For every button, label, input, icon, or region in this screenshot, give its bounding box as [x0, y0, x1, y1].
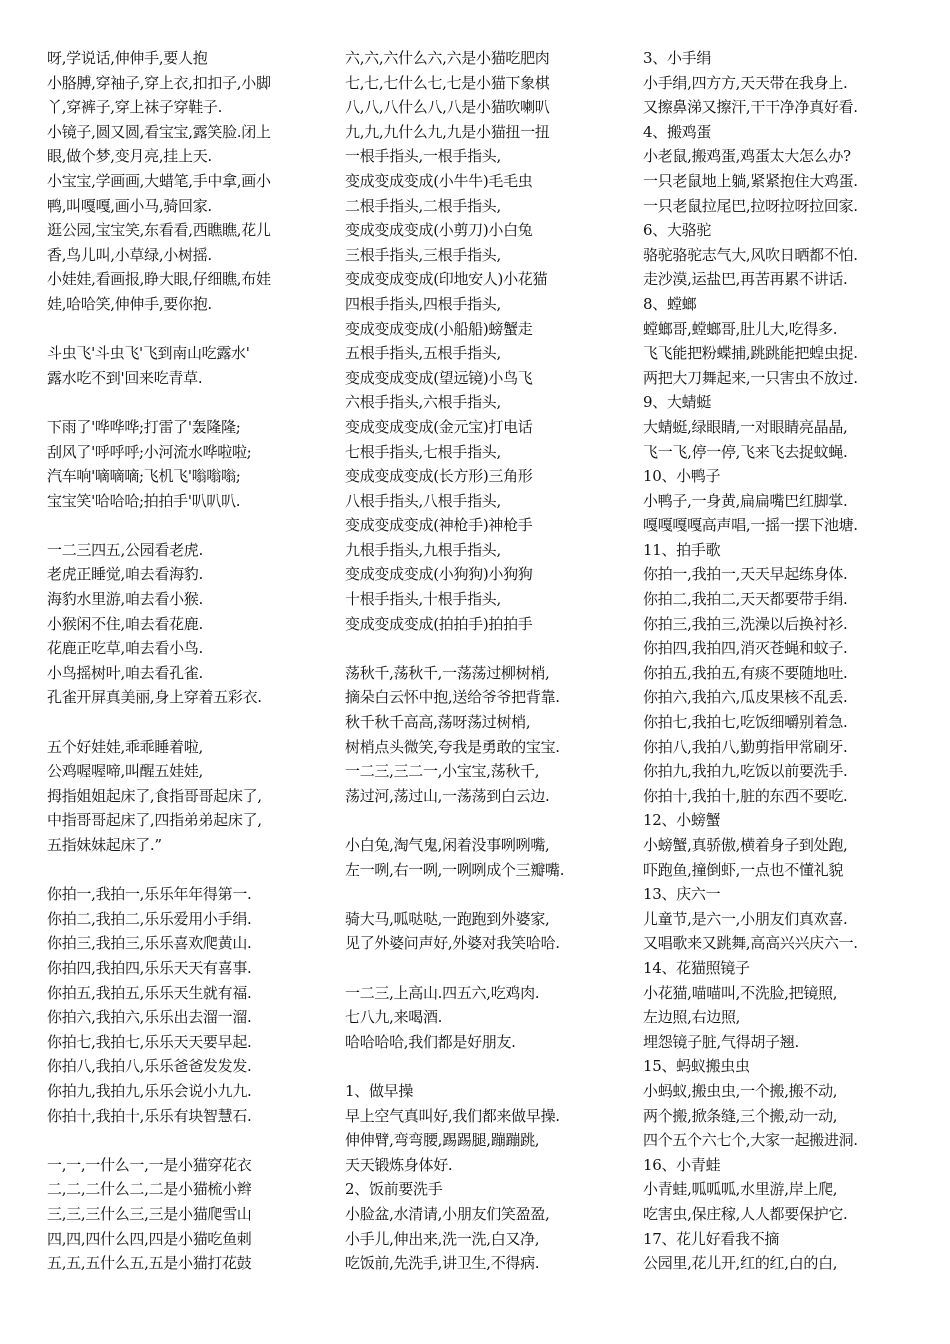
- text-line: 五指妹妹起床了.”: [47, 836, 162, 854]
- text-line: 一二三,三二一,小宝宝,荡秋千,: [345, 762, 540, 781]
- text-line: 6、大骆驼: [643, 221, 712, 240]
- text-line: 四根手指头,四根手指头,: [345, 294, 501, 313]
- text-line: 11、拍手歌: [643, 540, 721, 559]
- text-line: 左边照,右边照,: [643, 1008, 741, 1027]
- text-line: 又唱歌来又跳舞,高高兴兴庆六一.: [643, 934, 858, 953]
- text-line: 小白兔,淘气鬼,闲着没事咧咧嘴,: [345, 836, 550, 854]
- text-line: 变成变成变成(长方形)三角形: [345, 467, 533, 486]
- text-line: 七,七,七什么七,七是小猫下象棋: [345, 73, 550, 92]
- blank-line: [345, 636, 630, 661]
- text-line: 变成变成变成(金元宝)打电话: [345, 417, 533, 436]
- text-line: 3、小手绢: [643, 49, 712, 67]
- text-line: 4、搬鸡蛋: [643, 122, 712, 141]
- text-line: 斗虫飞'斗虫飞'飞到南山吃露水': [47, 344, 250, 363]
- text-line: 小手绢,四方方,天天带在我身上.: [643, 73, 848, 92]
- text-line: 公园里,花儿开,红的红,白的白,: [643, 1254, 838, 1273]
- text-line: 七八九,来喝酒.: [345, 1008, 443, 1027]
- text-line: 小老鼠,搬鸡蛋,鸡蛋太大怎么办?: [643, 147, 851, 166]
- text-line: 变成变成变成(印地安人)小花猫: [345, 270, 548, 289]
- text-line: 荡过河,荡过山,一荡荡到白云边.: [345, 786, 550, 805]
- text-line: 海豹水里游,咱去看小猴.: [47, 590, 203, 609]
- text-line: 三,三,三什么三,三是小猫爬雪山: [47, 1204, 252, 1223]
- text-line: 见了外婆问声好,外婆对我笑哈哈.: [345, 934, 560, 953]
- text-line: 变成变成变成(小牛牛)毛毛虫: [345, 171, 533, 190]
- blank-line: [47, 317, 327, 342]
- text-line: 两把大刀舞起来,一只害虫不放过.: [643, 368, 858, 387]
- text-line: 15、蚂蚁搬虫虫: [643, 1057, 750, 1076]
- text-line: 你拍一,我拍一,天天早起练身体.: [643, 565, 848, 584]
- text-line: 儿童节,是六一,小朋友们真欢喜.: [643, 909, 848, 928]
- text-line: 变成变成变成(神枪手)神枪手: [345, 516, 533, 535]
- text-line: 天天锻炼身体好.: [345, 1155, 453, 1174]
- text-line: 大蜻蜓,绿眼睛,一对眼睛亮晶晶,: [643, 417, 848, 436]
- text-line: 香,鸟儿叫,小草绿,小树摇.: [47, 245, 212, 264]
- blank-line: [47, 858, 327, 883]
- text-line: 你拍八,我拍八,勤剪指甲常刷牙.: [643, 737, 848, 756]
- text-line: 吃害虫,保庄稼,人人都要保护它.: [643, 1204, 848, 1223]
- column-middle: [345, 46, 630, 1276]
- text-line: 左一咧,右一咧,一咧咧成个三瓣嘴.: [345, 860, 565, 879]
- text-line: 公鸡喔喔啼,叫醒五娃娃,: [47, 762, 203, 781]
- text-line: 中指哥哥起床了,四指弟弟起床了,: [47, 811, 262, 830]
- text-line: 七根手指头,七根手指头,: [345, 442, 501, 461]
- text-line: 五个好娃娃,乖乖睡着啦,: [47, 737, 203, 756]
- text-line: 两个搬,掀条缝,三个搬,动一动,: [643, 1106, 838, 1125]
- text-line: 一根手指头,一根手指头,: [345, 147, 501, 166]
- text-line: 逛公园,宝宝笑,东看看,西瞧瞧,花儿: [47, 221, 271, 240]
- text-line: 五根手指头,五根手指头,: [345, 344, 501, 363]
- text-line: 丫,穿裤子,穿上袜子穿鞋子.: [47, 98, 223, 117]
- text-line: 二根手指头,二根手指头,: [345, 196, 501, 215]
- text-line: 螳螂哥,螳螂哥,肚儿大,吃得多.: [643, 319, 838, 338]
- text-line: 小螃蟹,真骄傲,横着身子到处跑,: [643, 836, 848, 854]
- text-line: 二,二,二什么二,二是小猫梳小辫: [47, 1180, 252, 1199]
- text-line: 你拍三,我拍三,洗澡以后换衬衫.: [643, 614, 848, 633]
- text-line: 16、小青蛙: [643, 1155, 721, 1174]
- text-line: 一二三,上高山.四五六,吃鸡肉.: [345, 983, 540, 1002]
- text-line: 刮风了'呼呼呼;小河流水哗啦啦;: [47, 442, 252, 461]
- text-line: 九,九,九什么九,九是小猫扭一扭: [345, 122, 550, 141]
- text-line: 走沙漠,运盐巴,再苦再累不讲话.: [643, 270, 848, 289]
- column-right: [643, 46, 943, 1276]
- text-line: 骑大马,呱哒哒,一跑跑到外婆家,: [345, 909, 550, 928]
- blank-line: [47, 710, 327, 735]
- text-line: 变成变成变成(小船船)螃蟹走: [345, 319, 533, 338]
- text-line: 你拍四,我拍四,乐乐天天有喜事.: [47, 958, 252, 977]
- text-line: 小花猫,喵喵叫,不洗脸,把镜照,: [643, 983, 838, 1002]
- text-line: 9、大蜻蜓: [643, 393, 712, 412]
- text-line: 飞一飞,停一停,飞来飞去捉蚊蝇.: [643, 442, 848, 461]
- text-line: 六,六,六什么六,六是小猫吃肥肉: [345, 49, 550, 67]
- text-line: 小胳膊,穿袖子,穿上衣,扣扣子,小脚: [47, 73, 271, 92]
- text-line: 又擦鼻涕又擦汗,干干净净真好看.: [643, 98, 858, 117]
- text-line: 拇指姐姐起床了,食指哥哥起床了,: [47, 786, 262, 805]
- text-line: 吃饭前,先洗手,讲卫生,不得病.: [345, 1254, 540, 1273]
- blank-line: [47, 390, 327, 415]
- text-line: 树梢点头微笑,夸我是勇敢的宝宝.: [345, 737, 560, 756]
- text-line: 十根手指头,十根手指头,: [345, 590, 501, 609]
- text-line: 小手儿,伸出来,洗一洗,白又净,: [345, 1229, 540, 1248]
- text-line: 你拍四,我拍四,消灭苍蝇和蚊子.: [643, 639, 848, 658]
- text-line: 眼,做个梦,变月亮,挂上天.: [47, 147, 212, 166]
- text-line: 早上空气真叫好,我们都来做早操.: [345, 1106, 560, 1125]
- text-line: 10、小鸭子: [643, 467, 721, 486]
- blank-line: [345, 808, 630, 833]
- text-line: 一只老鼠地上躺,紧紧抱住大鸡蛋.: [643, 171, 858, 190]
- text-line: 一二三四五,公园看老虎.: [47, 540, 203, 559]
- text-line: 九根手指头,九根手指头,: [345, 540, 501, 559]
- blank-line: [47, 513, 327, 538]
- text-line: 13、庆六一: [643, 885, 721, 904]
- text-line: 呀,学说话,伸伸手,要人抱: [47, 49, 208, 67]
- text-line: 老虎正睡觉,咱去看海豹.: [47, 565, 203, 584]
- text-line: 你拍七,我拍七,乐乐天天要早起.: [47, 1032, 252, 1051]
- text-line: 汽车响'嘀嘀嘀;飞机飞'嗡嗡嗡;: [47, 467, 241, 486]
- text-line: 你拍七,我拍七,吃饭细嚼别着急.: [643, 713, 848, 732]
- text-line: 变成变成变成(拍拍手)拍拍手: [345, 614, 533, 633]
- text-line: 你拍十,我拍十,乐乐有块智慧石.: [47, 1106, 252, 1125]
- text-line: 八根手指头,八根手指头,: [345, 491, 501, 510]
- text-line: 六根手指头,六根手指头,: [345, 393, 501, 412]
- text-line: 你拍八,我拍八,乐乐爸爸发发发.: [47, 1057, 252, 1076]
- text-line: 14、花猫照镜子: [643, 958, 750, 977]
- text-line: 孔雀开屏真美丽,身上穿着五彩衣.: [47, 688, 262, 707]
- text-line: 五,五,五什么五,五是小猫打花鼓: [47, 1254, 252, 1273]
- text-line: 你拍二,我拍二,乐乐爱用小手绢.: [47, 909, 252, 928]
- text-line: 8、螳螂: [643, 294, 697, 313]
- column-left: [47, 46, 327, 1276]
- text-line: 飞飞能把粉蝶捕,跳跳能把蝗虫捉.: [643, 344, 858, 363]
- text-line: 骆驼骆驼志气大,风吹日晒都不怕.: [643, 245, 858, 264]
- text-line: 宝宝笑'哈哈哈;拍拍手'叭叭叭.: [47, 491, 241, 510]
- text-line: 小镜子,圆又圆,看宝宝,露笑脸.闭上: [47, 122, 271, 141]
- text-line: 埋怨镜子脏,气得胡子翘.: [643, 1032, 799, 1051]
- text-line: 变成变成变成(小狗狗)小狗狗: [345, 565, 533, 584]
- text-line: 你拍二,我拍二,天天都要带手绢.: [643, 590, 848, 609]
- text-line: 秋千秋千高高,荡呀荡过树梢,: [345, 713, 531, 732]
- text-line: 摘朵白云怀中抱,送给爷爷把背靠.: [345, 688, 560, 707]
- text-line: 你拍一,我拍一,乐乐年年得第一.: [47, 885, 252, 904]
- text-line: 小鸭子,一身黄,扁扁嘴巴红脚掌.: [643, 491, 848, 510]
- text-line: 嘎嘎嘎嘎高声唱,一摇一摆下池塘.: [643, 516, 858, 535]
- blank-line: [345, 882, 630, 907]
- text-line: 三根手指头,三根手指头,: [345, 245, 501, 264]
- text-line: 小蚂蚁,搬虫虫,一个搬,搬不动,: [643, 1081, 838, 1100]
- text-line: 你拍九,我拍九,吃饭以前要洗手.: [643, 762, 848, 781]
- text-line: 你拍十,我拍十,脏的东西不要吃.: [643, 786, 848, 805]
- text-line: 你拍九,我拍九,乐乐会说小九九.: [47, 1081, 252, 1100]
- text-line: 一,一,一什么一,一是小猫穿花衣: [47, 1155, 252, 1174]
- text-line: 花鹿正吃草,咱去看小鸟.: [47, 639, 203, 658]
- text-line: 小青蛙,呱呱呱,水里游,岸上爬,: [643, 1180, 838, 1199]
- text-line: 四个五个六七个,大家一起搬进洞.: [643, 1131, 858, 1150]
- text-line: 露水吃不到'回来吃青草.: [47, 368, 203, 387]
- text-line: 12、小螃蟹: [643, 811, 721, 830]
- text-line: 你拍五,我拍五,乐乐天生就有福.: [47, 983, 252, 1002]
- text-line: 变成变成变成(望远镜)小鸟飞: [345, 368, 533, 387]
- text-line: 一只老鼠拉尾巴,拉呀拉呀拉回家.: [643, 196, 858, 215]
- text-line: 小脸盆,水清请,小朋友们笑盈盈,: [345, 1204, 550, 1223]
- text-line: 小猴闲不住,咱去看花鹿.: [47, 614, 203, 633]
- text-line: 鸭,叫嘎嘎,画小马,骑回家.: [47, 196, 212, 215]
- text-line: 小宝宝,学画画,大蜡笔,手中拿,画小: [47, 171, 271, 190]
- text-line: 17、花儿好看我不摘: [643, 1229, 780, 1248]
- text-line: 娃,哈哈笑,伸伸手,要你抱.: [47, 294, 212, 313]
- text-line: 你拍五,我拍五,有痰不要随地吐.: [643, 663, 848, 682]
- text-line: 1、做早操: [345, 1081, 414, 1100]
- text-line: 你拍六,我拍六,乐乐出去溜一溜.: [47, 1008, 252, 1027]
- text-line: 八,八,八什么八,八是小猫吹喇叭: [345, 98, 550, 117]
- text-line: 伸伸臂,弯弯腰,踢踢腿,蹦蹦跳,: [345, 1131, 540, 1150]
- text-line: 下雨了'哗哗哗;打雷了'轰隆隆;: [47, 417, 241, 436]
- text-line: 吓跑鱼,撞倒虾,一点也不懂礼貌: [643, 860, 844, 879]
- text-line: 哈哈哈哈,我们都是好朋友.: [345, 1032, 516, 1051]
- text-line: 荡秋千,荡秋千,一荡荡过柳树梢,: [345, 663, 550, 682]
- blank-line: [47, 1128, 327, 1153]
- text-line: 变成变成变成(小剪刀)小白兔: [345, 221, 533, 240]
- blank-line: [345, 1054, 630, 1079]
- text-line: 小娃娃,看画报,睁大眼,仔细瞧,布娃: [47, 270, 271, 289]
- text-line: 小鸟摇树叶,咱去看孔雀.: [47, 663, 203, 682]
- text-line: 四,四,四什么四,四是小猫吃鱼刺: [47, 1229, 252, 1248]
- text-line: 你拍三,我拍三,乐乐喜欢爬黄山.: [47, 934, 252, 953]
- text-line: 你拍六,我拍六,瓜皮果核不乱丢.: [643, 688, 848, 707]
- blank-line: [345, 956, 630, 981]
- text-line: 2、饭前要洗手: [345, 1180, 443, 1199]
